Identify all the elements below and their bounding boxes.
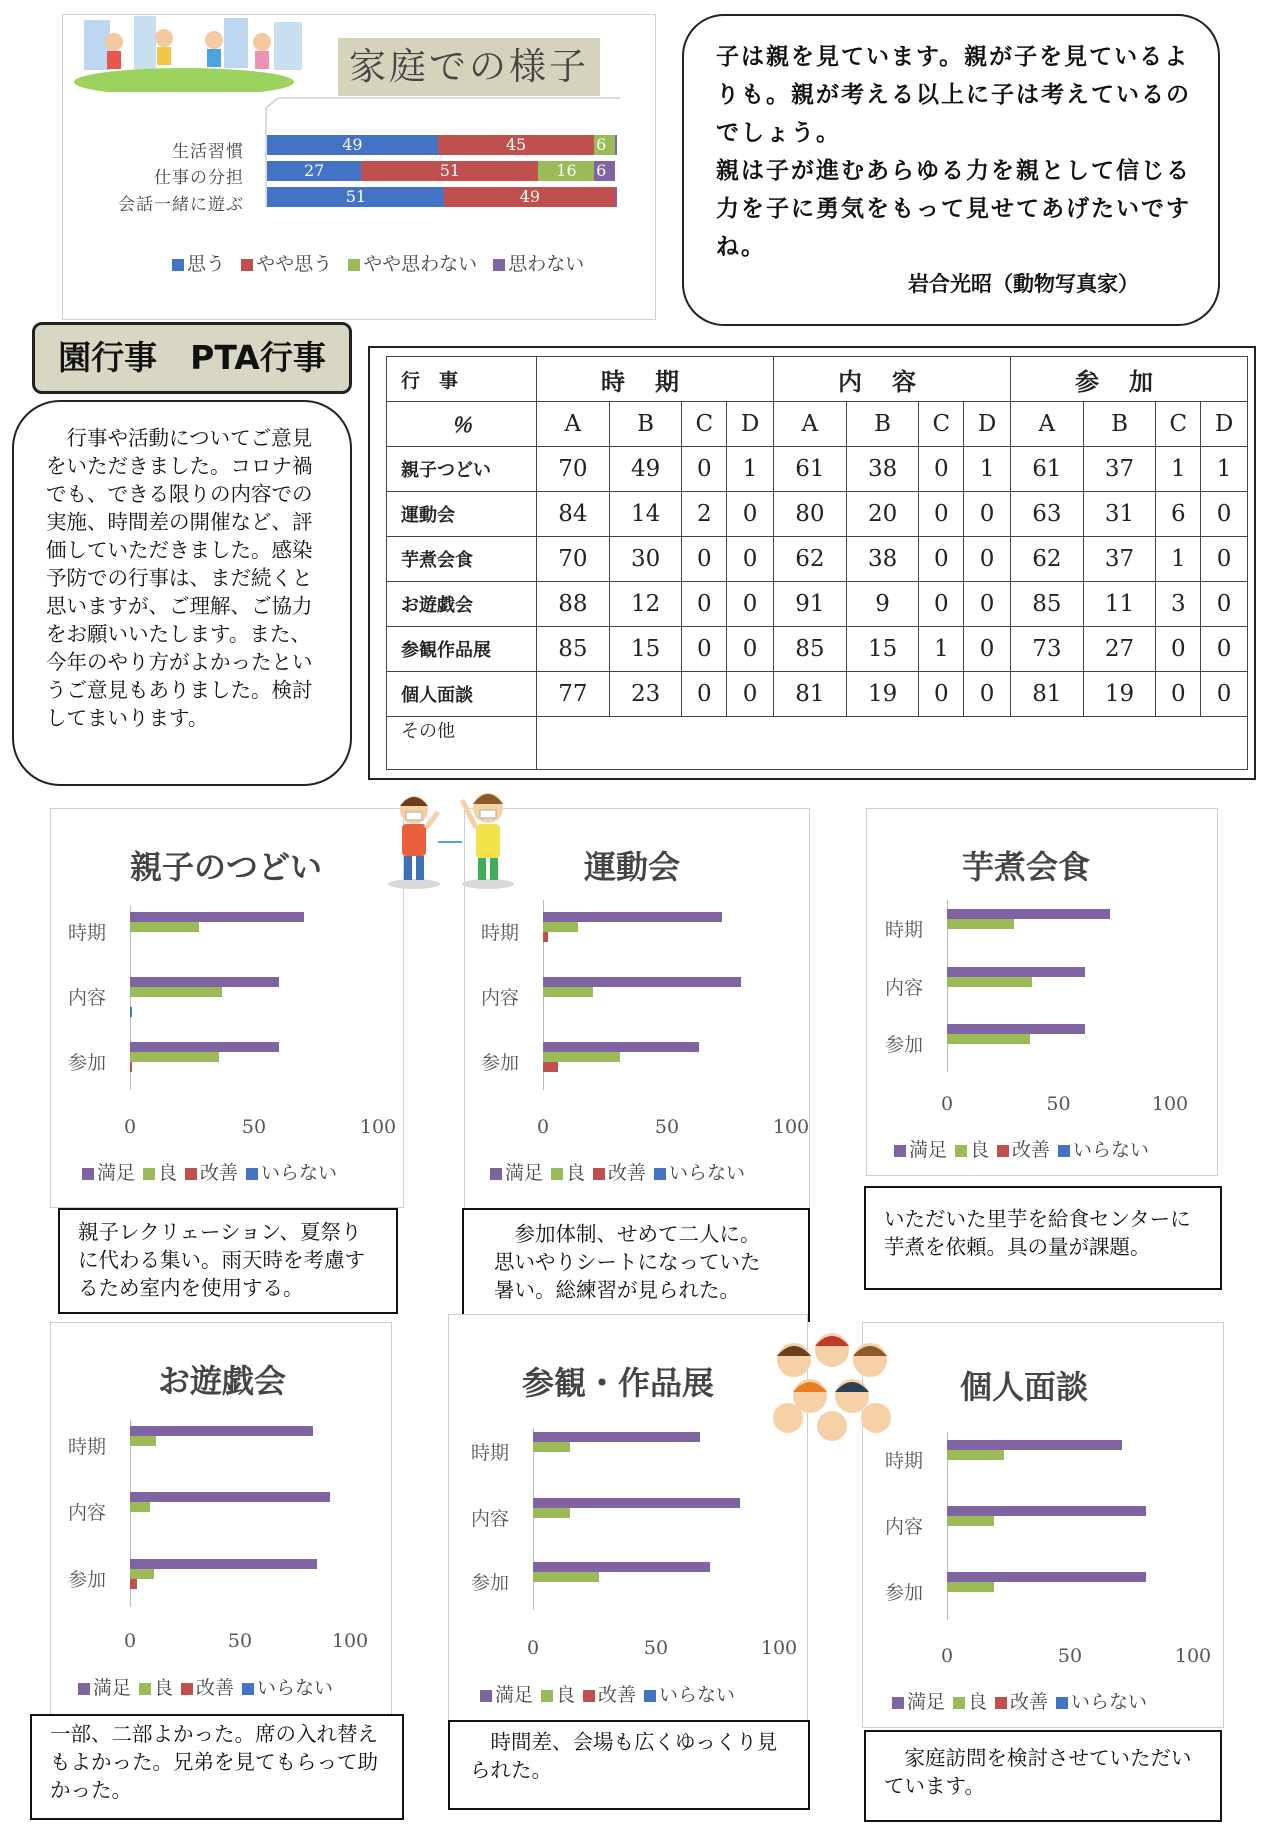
chart-bar [130,1436,156,1446]
chart-category-label: 参加 [68,1569,107,1591]
legend-swatch [181,1683,193,1695]
table-cell: 49 [609,447,682,492]
table-cell: 84 [537,492,610,537]
chart-bar [947,1506,1146,1516]
comment-text: 時間差、会場も広くゆっくり見られた。 [470,1730,778,1782]
table-cell: 9 [846,582,919,627]
legend-label: いらない [1071,1691,1148,1713]
table-cell: 23 [609,672,682,717]
chart-bar [130,1502,150,1512]
legend-swatch [541,1690,553,1702]
table-cell: 0 [1156,627,1201,672]
chart-bar [130,1492,330,1502]
chart-tick-label: 100 [331,1630,369,1652]
chart-category-label: 参加 [885,1582,924,1604]
quote-author: 岩合光昭（動物写真家） [908,272,1139,296]
legend-label: いらない [257,1677,334,1699]
table-cell: 0 [964,582,1011,627]
table-cell: 38 [846,447,919,492]
table-corner-bottom: ％ [387,402,537,447]
table-subcolumn-header: D [964,402,1011,447]
table-cell: 0 [682,582,727,627]
table-subheader-row [387,402,1248,447]
comment-text: 一部、二部よかった。席の入れ替えもよかった。兄弟を見てもらって助かった。 [50,1722,378,1802]
chart-legend [490,1158,745,1185]
legend-label: やや思う [256,253,333,275]
table-corner-top: 行 事 [387,357,537,402]
quote-text: 子は親を見ています。親が子を見ているよりも。親が考える以上に子は考えているのでしょう。 親は子が進むあらゆる力を親として信じる力を子に勇気をもって見せてあげたいですね。 [716,44,1191,260]
chart-tick-label: 0 [940,1093,954,1115]
chart-bar [947,1440,1122,1450]
chart-tick-label: 0 [940,1645,954,1667]
legend-swatch [246,1168,258,1180]
home-bar-value-label: 49 [519,187,541,206]
table-cell: 1 [1156,447,1201,492]
chart-legend [480,1680,735,1707]
table-cell: 14 [609,492,682,537]
legend-label: 改善 [1012,1139,1051,1161]
table-cell: 85 [773,627,846,672]
legend-label: 改善 [200,1162,239,1184]
chart-bar [130,922,199,932]
home-bar-segment [267,161,361,181]
home-bar-value-label: 51 [345,187,367,206]
table-cell: 0 [682,537,727,582]
table-cell: 0 [727,492,774,537]
legend-swatch [490,1168,502,1180]
chart-bar [130,1052,219,1062]
table-cell: 0 [1201,627,1248,672]
table-cell: 62 [1010,537,1083,582]
table-row [387,492,1248,537]
table-cell: 1 [964,447,1011,492]
home-bar-segment [615,187,617,207]
table-row [387,447,1248,492]
chart-bar [947,1516,994,1526]
home-bar-segment [438,135,595,155]
table-cell: 73 [1010,627,1083,672]
chart-bar [543,1042,699,1052]
legend-swatch [480,1690,492,1702]
evaluation-table [386,356,1248,770]
chart-bar [533,1508,570,1518]
table-header-row [387,357,1248,402]
chart-bar [543,912,722,922]
table-subcolumn-header: B [1083,402,1156,447]
table-row [387,672,1248,717]
home-bar-segment [594,161,615,181]
legend-label: いらない [669,1162,746,1184]
table-other-cell [537,717,1248,770]
table-cell: 27 [1083,627,1156,672]
table-row [387,537,1248,582]
legend-label: 良 [970,1139,990,1161]
legend-swatch [82,1168,94,1180]
chart-legend [78,1673,333,1700]
table-cell: 70 [537,447,610,492]
chart-bar [533,1432,700,1442]
legend-label: いらない [1073,1139,1150,1161]
table-cell: 0 [682,672,727,717]
kids-group-illustration [764,1326,900,1444]
chart-category-label: 時期 [885,919,924,941]
table-cell: 62 [773,537,846,582]
legend-label: 改善 [608,1162,647,1184]
chart-bar [543,1062,558,1072]
table-cell: 91 [773,582,846,627]
home-bar-value-label: 0 [617,135,628,154]
table-row-label: 運動会 [387,492,537,537]
table-cell: 1 [919,627,964,672]
home-bar-segment [594,135,615,155]
table-row-label: 芋煮会食 [387,537,537,582]
legend-label: 改善 [598,1684,637,1706]
legend-swatch [995,1697,1007,1709]
home-chart-title: 家庭での様子 [349,45,589,88]
chart-bar [130,1007,132,1017]
legend-swatch [348,259,360,271]
table-cell: 6 [1156,492,1201,537]
legend-swatch [185,1168,197,1180]
chart-tick-label: 50 [1046,1093,1071,1115]
chart-bar [533,1572,599,1582]
intro-text: 行事や活動についてご意見をいただきました。コロナ禍でも、できる限りの内容での実施、時間差の開催など、評価していただきました。感染予防での行事は、まだ続くと思いますが、ご理解、ご協力をお願いいたします。また、今年のやり方がよかったというご意見もありました。検討してまいります。 [46,426,313,730]
table-group-header: 時期 [537,357,774,402]
table-group-header: 参加 [1010,357,1247,402]
chart-bar [130,1569,154,1579]
legend-swatch [172,259,184,271]
chart-category-label: 時期 [885,1450,924,1472]
legend-label: 良 [154,1677,174,1699]
legend-label: 良 [566,1162,586,1184]
chart-category-label: 参加 [481,1052,520,1074]
table-cell: 77 [537,672,610,717]
chart-bar [130,987,222,997]
home-bar-value-label: 27 [303,161,325,180]
legend-swatch [583,1690,595,1702]
home-bar-value-label: 16 [556,161,577,180]
table-subcolumn-header: A [537,402,610,447]
legend-label: いらない [659,1684,736,1706]
chart-category-label: 参加 [68,1052,107,1074]
home-bar-segment [361,161,538,181]
kids-playing-illustration [74,12,314,92]
chart-category-label: 内容 [885,977,924,999]
table-cell: 15 [846,627,919,672]
table-row-label: 個人面談 [387,672,537,717]
table-cell: 85 [537,627,610,672]
table-cell: 19 [1083,672,1156,717]
legend-swatch [593,1168,605,1180]
home-category-label: 生活習慣 [172,142,244,162]
legend-label: 満足 [907,1691,946,1713]
chart-bar [947,1024,1085,1034]
table-cell: 81 [1010,672,1083,717]
table-cell: 0 [919,447,964,492]
legend-swatch [241,259,253,271]
legend-swatch [894,1145,906,1157]
home-bar-value-label: 51 [439,161,461,180]
chart-category-label: 時期 [471,1442,510,1464]
legend-swatch [953,1697,965,1709]
chart-bar [533,1442,570,1452]
chart-bar [130,1559,317,1569]
comment-text: 家庭訪問を検討させていただいています。 [884,1746,1192,1798]
table-cell: 61 [773,447,846,492]
table-subcolumn-header: D [1201,402,1248,447]
legend-label: やや思わない [363,253,478,275]
table-cell: 0 [727,672,774,717]
home-bar-value-label: 45 [505,135,527,154]
table-subcolumn-header: B [609,402,682,447]
chart-tick-label: 100 [359,1116,397,1138]
home-bar-segment [444,187,615,207]
chart-bar [543,922,578,932]
table-cell: 0 [1156,672,1201,717]
legend-label: 満足 [93,1677,132,1699]
chart-category-label: 参加 [471,1572,510,1594]
chart-title: 親子のつどい [130,848,323,886]
chart-bar [543,987,593,997]
chart-tick-label: 100 [1174,1645,1212,1667]
legend-swatch [143,1168,155,1180]
table-cell: 0 [919,537,964,582]
table-row-label: 親子つどい [387,447,537,492]
legend-swatch [997,1145,1009,1157]
table-row-other [387,717,1248,770]
legend-swatch [493,259,505,271]
table-cell: 19 [846,672,919,717]
table-cell: 38 [846,537,919,582]
table-cell: 61 [1010,447,1083,492]
legend-swatch [955,1145,967,1157]
table-subcolumn-header: A [1010,402,1083,447]
chart-tick-label: 0 [123,1630,137,1652]
chart-title: 参観・作品展 [522,1364,715,1402]
chart-category-label: 参加 [885,1034,924,1056]
chart-bar [130,1426,313,1436]
comment-text: 親子レクリェーション、夏祭りに代わる集い。雨天時を考慮するため室内を使用する。 [78,1220,365,1300]
table-cell: 11 [1083,582,1156,627]
chart-axis-line [533,1428,534,1610]
chart-category-label: 時期 [481,922,520,944]
comment-text: いただいた里芋を給食センターに芋煮を依頼。具の量が課題。 [884,1207,1191,1259]
legend-swatch [1058,1145,1070,1157]
chart-category-label: 内容 [481,987,520,1009]
home-bar-value-label: 6 [596,161,607,180]
table-cell: 0 [919,582,964,627]
table-cell: 0 [727,627,774,672]
legend-label: 改善 [196,1677,235,1699]
table-cell: 30 [609,537,682,582]
table-cell: 0 [964,627,1011,672]
home-bar-segment [267,135,438,155]
table-cell: 1 [727,447,774,492]
chart-legend [82,1158,337,1185]
legend-label: いらない [261,1162,338,1184]
table-cell: 63 [1010,492,1083,537]
table-cell: 1 [1156,537,1201,582]
chart-tick-label: 50 [643,1637,669,1659]
kids-waving-illustration [384,780,516,890]
table-subcolumn-header: D [727,402,774,447]
chart-title: 運動会 [584,848,681,886]
chart-bar [533,1562,710,1572]
table-cell: 0 [919,492,964,537]
chart-bar [543,977,741,987]
chart-tick-label: 50 [1057,1645,1083,1667]
home-bar-value-label: 0 [617,187,628,206]
table-cell: 0 [1201,582,1248,627]
table-subcolumn-header: A [773,402,846,447]
chart-tick-label: 0 [536,1116,550,1138]
chart-title: お遊戯会 [158,1362,287,1400]
table-cell: 0 [682,627,727,672]
chart-bar [947,1582,994,1592]
home-bar-value-label: 49 [342,135,363,154]
home-bar-segment [267,187,444,207]
table-row [387,582,1248,627]
legend-label: 満足 [909,1139,948,1161]
chart-bar [543,932,548,942]
table-cell: 2 [682,492,727,537]
section-title: 園行事 PTA行事 [58,338,326,377]
chart-legend [894,1135,1149,1162]
table-row-label: 参観作品展 [387,627,537,672]
home-bar-value-label: 6 [596,135,607,154]
home-chart-legend [162,249,584,276]
legend-label: 良 [158,1162,178,1184]
chart-bar [533,1498,740,1508]
legend-label: 満足 [97,1162,136,1184]
legend-label: 満足 [495,1684,534,1706]
table-cell: 0 [682,447,727,492]
chart-category-label: 時期 [68,922,107,944]
table-cell: 0 [727,537,774,582]
chart-tick-label: 100 [1151,1093,1189,1115]
legend-swatch [78,1683,90,1695]
table-cell: 1 [1201,447,1248,492]
legend-swatch [892,1697,904,1709]
chart-legend [892,1687,1147,1714]
table-cell: 88 [537,582,610,627]
table-cell: 0 [1201,537,1248,582]
chart-tick-label: 50 [241,1116,267,1138]
chart-title: 個人面談 [960,1368,1089,1406]
chart-tick-label: 100 [760,1637,798,1659]
comment-text: 参加体制、せめて二人に。 思いやりシートになっていた 暑い。総練習が見られた。 [494,1222,761,1302]
legend-swatch [551,1168,563,1180]
chart-bar [130,1579,137,1589]
legend-swatch [139,1683,151,1695]
table-body [387,447,1248,770]
table-cell: 37 [1083,537,1156,582]
table-cell: 37 [1083,447,1156,492]
chart-bar [947,909,1110,919]
table-subcolumn-header: C [919,402,964,447]
chart-tick-label: 50 [227,1630,253,1652]
table-cell: 70 [537,537,610,582]
table-cell: 85 [1010,582,1083,627]
table-subcolumn-header: C [682,402,727,447]
chart-category-label: 内容 [68,987,107,1009]
chart-bar [947,977,1032,987]
table-cell: 0 [919,672,964,717]
table-cell: 0 [727,582,774,627]
chart-tick-label: 100 [772,1116,810,1138]
chart-bar [947,1034,1030,1044]
legend-label: 改善 [1010,1691,1049,1713]
legend-label: 思わない [508,253,585,275]
chart-category-label: 時期 [68,1436,107,1458]
table-row-label: お遊戯会 [387,582,537,627]
chart-bar [130,1042,279,1052]
chart-bar [947,1450,1004,1460]
chart-title: 芋煮会食 [962,848,1091,886]
table-cell: 0 [1201,492,1248,537]
home-category-label: 会話一緒に遊ぶ [118,195,244,215]
home-bar-segment [538,161,594,181]
table-cell: 0 [964,672,1011,717]
table-cell: 81 [773,672,846,717]
chart-bar [947,1572,1146,1582]
table-cell: 20 [846,492,919,537]
legend-label: 良 [968,1691,988,1713]
legend-swatch [654,1168,666,1180]
table-row-label: その他 [387,717,537,770]
chart-bar [130,912,304,922]
chart-bar [947,967,1085,977]
legend-label: 良 [556,1684,576,1706]
table-subcolumn-header: B [846,402,919,447]
chart-category-label: 内容 [471,1508,510,1530]
chart-bar [130,977,279,987]
table-cell: 3 [1156,582,1201,627]
chart-category-label: 内容 [885,1516,924,1538]
home-bar-segment [615,135,628,155]
table-cell: 15 [609,627,682,672]
table-cell: 31 [1083,492,1156,537]
chart-tick-label: 0 [526,1637,540,1659]
table-cell: 12 [609,582,682,627]
chart-tick-label: 50 [654,1116,680,1138]
table-cell: 0 [964,492,1011,537]
table-row [387,627,1248,672]
table-cell: 80 [773,492,846,537]
table-cell: 0 [1201,672,1248,717]
chart-bar [947,919,1014,929]
chart-bar [130,1062,132,1072]
chart-tick-label: 0 [123,1116,137,1138]
legend-label: 満足 [505,1162,544,1184]
table-group-header: 内容 [773,357,1010,402]
chart-category-label: 内容 [68,1502,107,1524]
legend-swatch [242,1683,254,1695]
chart-bar [543,1052,620,1062]
table-subcolumn-header: C [1156,402,1201,447]
home-category-label: 仕事の分担 [154,168,244,188]
legend-swatch [1056,1697,1068,1709]
table-cell: 0 [964,537,1011,582]
legend-swatch [644,1690,656,1702]
legend-label: 思う [187,253,226,275]
